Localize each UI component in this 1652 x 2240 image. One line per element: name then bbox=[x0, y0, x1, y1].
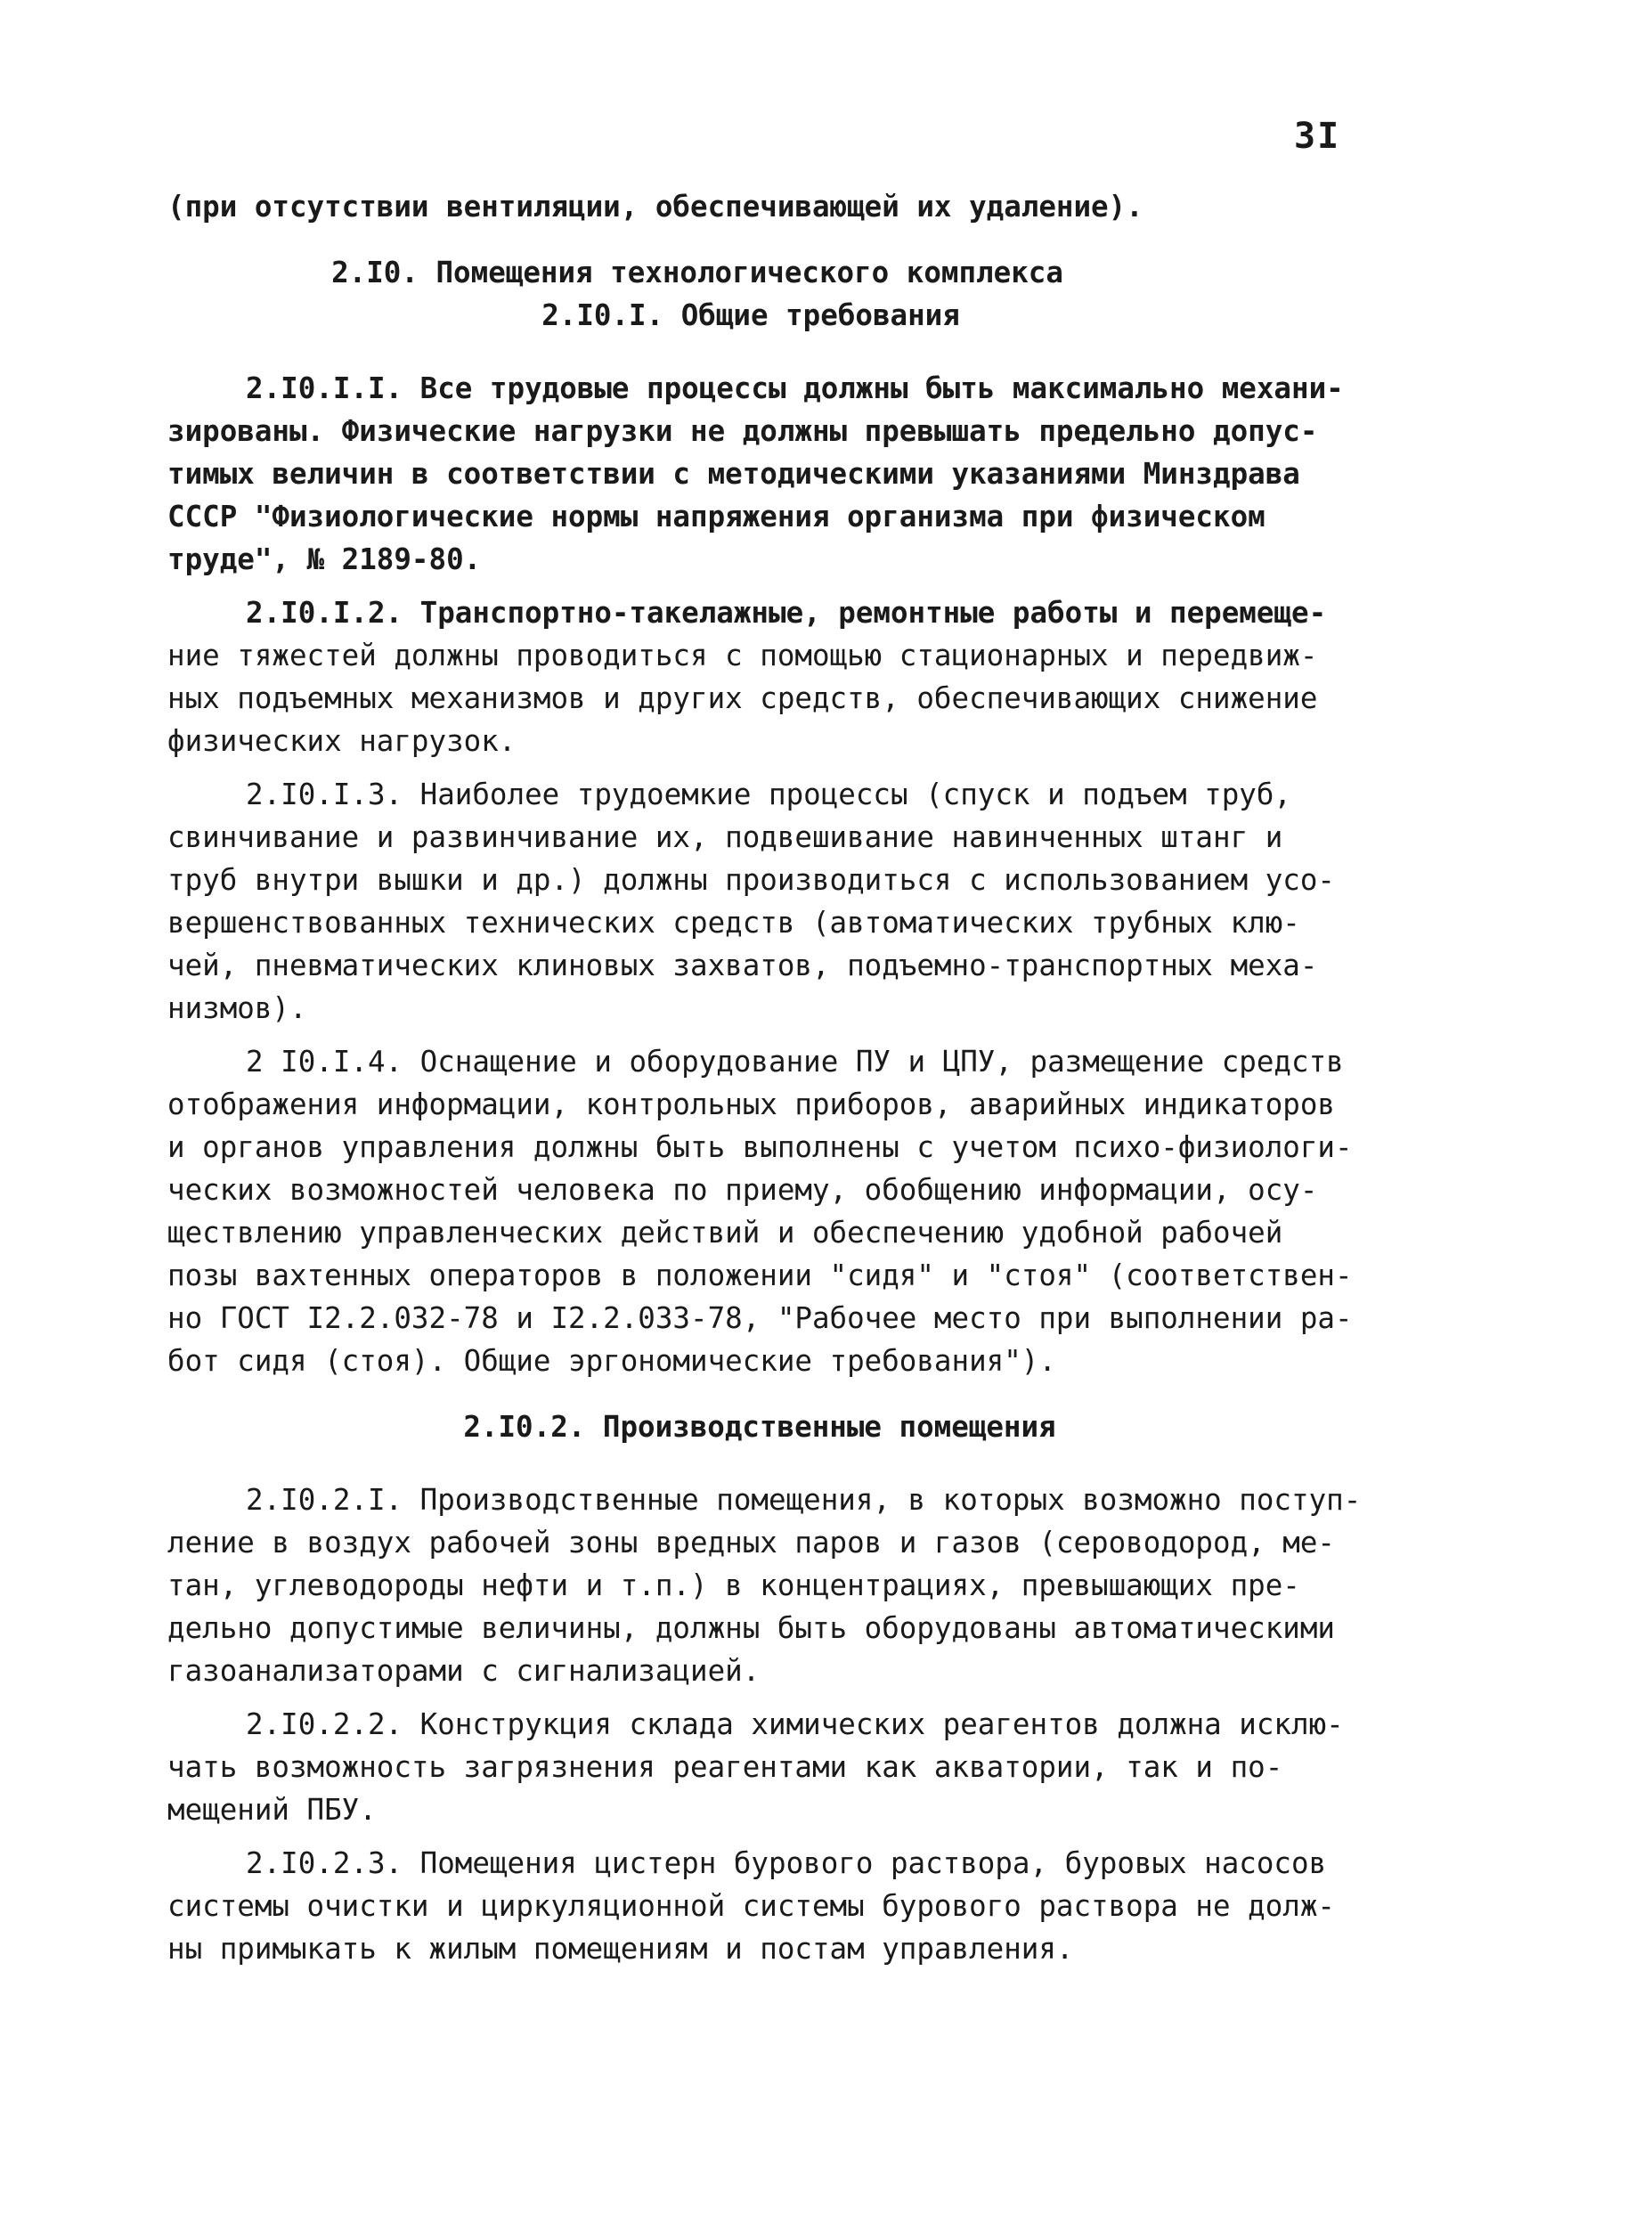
paragraph-line: тимых величин в соответствии с методическими указаниями Минздрава bbox=[167, 457, 1300, 491]
subsection2-heading: 2.I0.2. Производственные помещения bbox=[463, 1410, 1056, 1444]
paragraph-2-10-1-4 bbox=[167, 1040, 1441, 1382]
paragraph-line: чей, пневматических клиновых захватов, подъемно-транспортных меха- bbox=[167, 949, 1318, 982]
paragraph-line: 2.I0.I.2. Транспортно-такелажные, ремонтные работы и перемеще- bbox=[246, 596, 1327, 630]
paragraph-line: 2.I0.I.I. Все трудовые процессы должны быть максимально механи- bbox=[246, 371, 1344, 405]
paragraph-line: мещений ПБУ. bbox=[167, 1793, 377, 1827]
spacer bbox=[167, 1030, 1441, 1040]
paragraph-line: ны примыкать к жилым помещениям и постам управления. bbox=[167, 1932, 1074, 1966]
paragraph-line: вершенствованных технических средств (автоматических трубных клю- bbox=[167, 906, 1300, 940]
paragraph-line: 2.I0.I.3. Наиболее трудоемкие процессы (спуск и подъем труб, bbox=[246, 778, 1291, 811]
spacer bbox=[167, 581, 1441, 591]
paragraph-line: ческих возможностей человека по приему, обобщению информации, осу- bbox=[167, 1173, 1318, 1207]
paragraph-2-10-2-1 bbox=[167, 1478, 1441, 1692]
paragraph-2-10-1-1 bbox=[167, 367, 1441, 581]
paragraph-2-10-2-2 bbox=[167, 1703, 1441, 1831]
paragraph-line: СССР "Физиологические нормы напряжения организма при физическом bbox=[167, 500, 1265, 534]
paragraph-line: дельно допустимые величины, должны быть оборудованы автоматическими bbox=[167, 1611, 1335, 1645]
paragraph-line: 2.I0.2.2. Конструкция склада химических реагентов должна исклю- bbox=[246, 1707, 1344, 1741]
spacer bbox=[167, 1382, 1441, 1405]
subsection-heading: 2.I0.I. Общие требования bbox=[541, 298, 960, 332]
paragraph-line: отображения информации, контрольных приборов, аварийных индикаторов bbox=[167, 1087, 1335, 1121]
paragraph-line: труб внутри вышки и др.) должны производиться с использованием усо- bbox=[167, 863, 1335, 897]
paragraph-line: тан, углеводороды нефти и т.п.) в концентрациях, превышающих пре- bbox=[167, 1568, 1300, 1602]
paragraph-line: ление в воздух рабочей зоны вредных паров и газов (сероводород, ме- bbox=[167, 1526, 1335, 1560]
spacer bbox=[167, 1692, 1441, 1703]
paragraph-line: бот сидя (стоя). Общие эргономические требования"). bbox=[167, 1344, 1056, 1378]
page-number: 3I bbox=[1294, 116, 1341, 157]
paragraph-line: ние тяжестей должны проводиться с помощью стационарных и передвиж- bbox=[167, 639, 1318, 672]
spacer bbox=[167, 337, 1441, 367]
paragraph-line: но ГОСТ I2.2.032-78 и I2.2.033-78, "Рабочее место при выполнении ра- bbox=[167, 1301, 1353, 1335]
spacer bbox=[167, 1448, 1441, 1478]
spacer bbox=[167, 228, 1441, 251]
paragraph-line: чать возможность загрязнения реагентами как акватории, так и по- bbox=[167, 1750, 1283, 1784]
document-body bbox=[167, 185, 1441, 1970]
paragraph-2-10-1-2 bbox=[167, 591, 1441, 762]
paragraph-2-10-2-3 bbox=[167, 1842, 1441, 1970]
paragraph-line: ных подъемных механизмов и других средств, обеспечивающих снижение bbox=[167, 681, 1318, 715]
paragraph-line: 2.I0.2.I. Производственные помещения, в которых возможно поступ- bbox=[246, 1483, 1362, 1517]
spacer bbox=[167, 1831, 1441, 1842]
paragraph-line: ществлению управленческих действий и обеспечению удобной рабочей bbox=[167, 1216, 1283, 1250]
paragraph-2-10-1-3 bbox=[167, 773, 1441, 1030]
paragraph-line: газоанализаторами с сигнализацией. bbox=[167, 1654, 761, 1688]
paragraph-line: 2.I0.2.3. Помещения цистерн бурового раствора, буровых насосов bbox=[246, 1846, 1327, 1880]
paragraph-line: системы очистки и циркуляционной системы бурового раствора не долж- bbox=[167, 1889, 1335, 1923]
paragraph-line: свинчивание и развинчивание их, подвешивание навинченных штанг и bbox=[167, 820, 1283, 854]
intro-line: (при отсутствии вентиляции, обеспечивающей их удаление). bbox=[167, 190, 1143, 224]
paragraph-line: труде", № 2189-80. bbox=[167, 542, 482, 576]
paragraph-line: физических нагрузок. bbox=[167, 724, 517, 758]
paragraph-line: 2 I0.I.4. Оснащение и оборудование ПУ и ЦПУ, размещение средств bbox=[246, 1045, 1344, 1079]
paragraph-line: и органов управления должны быть выполнены с учетом психо-физиологи- bbox=[167, 1130, 1353, 1164]
paragraph-line: зированы. Физические нагрузки не должны превышать предельно допус- bbox=[167, 414, 1318, 448]
spacer bbox=[167, 762, 1441, 773]
section-heading: 2.I0. Помещения технологического комплекса bbox=[331, 256, 1063, 289]
paragraph-line: позы вахтенных операторов в положении "сидя" и "стоя" (соответствен- bbox=[167, 1258, 1353, 1292]
paragraph-line: низмов). bbox=[167, 991, 307, 1025]
